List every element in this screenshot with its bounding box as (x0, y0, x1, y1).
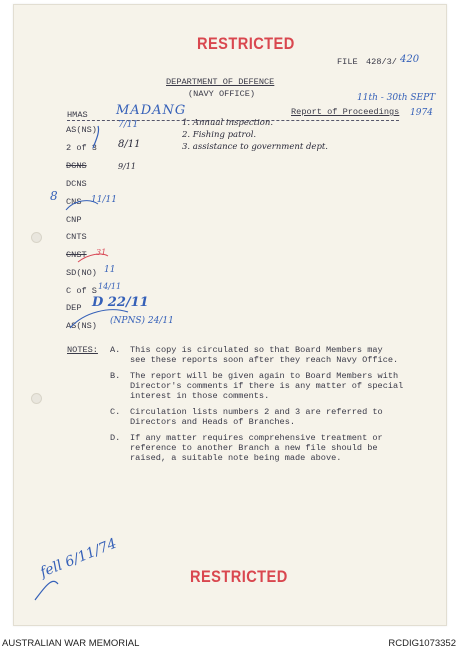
roster-code: CNS (66, 197, 82, 207)
roster-code: CNTS (66, 232, 87, 242)
footer-id: RCDIG1073352 (388, 638, 456, 649)
note-line: The report will be given again to Board Members with (130, 371, 399, 381)
file-number-handwritten: 420 (400, 54, 420, 65)
punch-hole-bottom (31, 393, 42, 404)
roster-code: 2 of 3 (66, 143, 97, 153)
roster-mark: 9/11 (118, 162, 136, 171)
punch-hole-top (31, 232, 42, 243)
year-handwritten: 1974 (410, 108, 433, 118)
notes-label: NOTES: (67, 345, 98, 355)
roster-code: C of S (66, 286, 97, 296)
restricted-stamp-bottom: RESTRICTED (190, 567, 288, 586)
note-line: Director's comments if there is any matter of special (130, 381, 404, 391)
roster-mark: (NPNS) 24/11 (110, 316, 174, 326)
roster-code: CNP (66, 215, 82, 225)
note-line: Circulation lists numbers 2 and 3 are referred to (130, 407, 383, 417)
roster-code: DGNS (66, 161, 87, 171)
handwritten-item-2: 2. Fishing patrol. (182, 130, 257, 140)
note-letter: D. (110, 433, 121, 443)
restricted-stamp-top: RESTRICTED (197, 34, 295, 53)
footer-source: AUSTRALIAN WAR MEMORIAL (2, 638, 140, 649)
roster-mark: 11/11 (91, 195, 117, 205)
office-title: (NAVY OFFICE) (188, 89, 256, 99)
handwritten-item-3: 3. assistance to government dept. (182, 142, 329, 152)
note-line: This copy is circulated so that Board Members may (130, 345, 383, 355)
roster-code: CNST (66, 250, 87, 260)
ship-name-handwritten: MADANG (116, 103, 187, 118)
signoff-handwritten: fell 6/11/74 (38, 535, 119, 581)
handwritten-item-1: 1. Annual inspection. (182, 118, 274, 128)
hmas-label: HMAS (67, 110, 88, 120)
roster-mark: D 22/11 (92, 295, 149, 310)
roster-code: SD(NO) (66, 268, 97, 278)
roster-mark: 8/11 (118, 139, 141, 150)
note-line: see these reports soon after they reach Navy Office. (130, 355, 399, 365)
file-number: 428/3/ (366, 57, 397, 67)
roster-mark: 31 (96, 248, 107, 257)
roster-code: AS(NS) (66, 125, 97, 135)
note-line: Directors and Heads of Branches. (130, 417, 296, 427)
roster-code: DCNS (66, 179, 87, 189)
roster-mark: 11 (104, 265, 116, 275)
report-title: Report of Proceedings (291, 107, 400, 117)
note-line: raised, a suitable note being made above. (130, 453, 342, 463)
file-label: FILE (337, 57, 358, 67)
note-letter: A. (110, 345, 121, 355)
note-line: reference to another Branch a new file should be (130, 443, 378, 453)
note-letter: C. (110, 407, 121, 417)
roster-code: DEP (66, 303, 82, 313)
department-title: DEPARTMENT OF DEFENCE (166, 77, 275, 87)
roster-mark: 14/11 (98, 282, 122, 291)
roster-mark: 7/11 (118, 120, 139, 130)
note-letter: B. (110, 371, 121, 381)
roster-code: AS(NS) (66, 321, 97, 331)
note-line: If any matter requires comprehensive treatment or (130, 433, 383, 443)
roster-left-mark: 8 (50, 189, 58, 203)
note-line: interest in those comments. (130, 391, 270, 401)
date-handwritten: 11th - 30th SEPT (357, 93, 436, 103)
